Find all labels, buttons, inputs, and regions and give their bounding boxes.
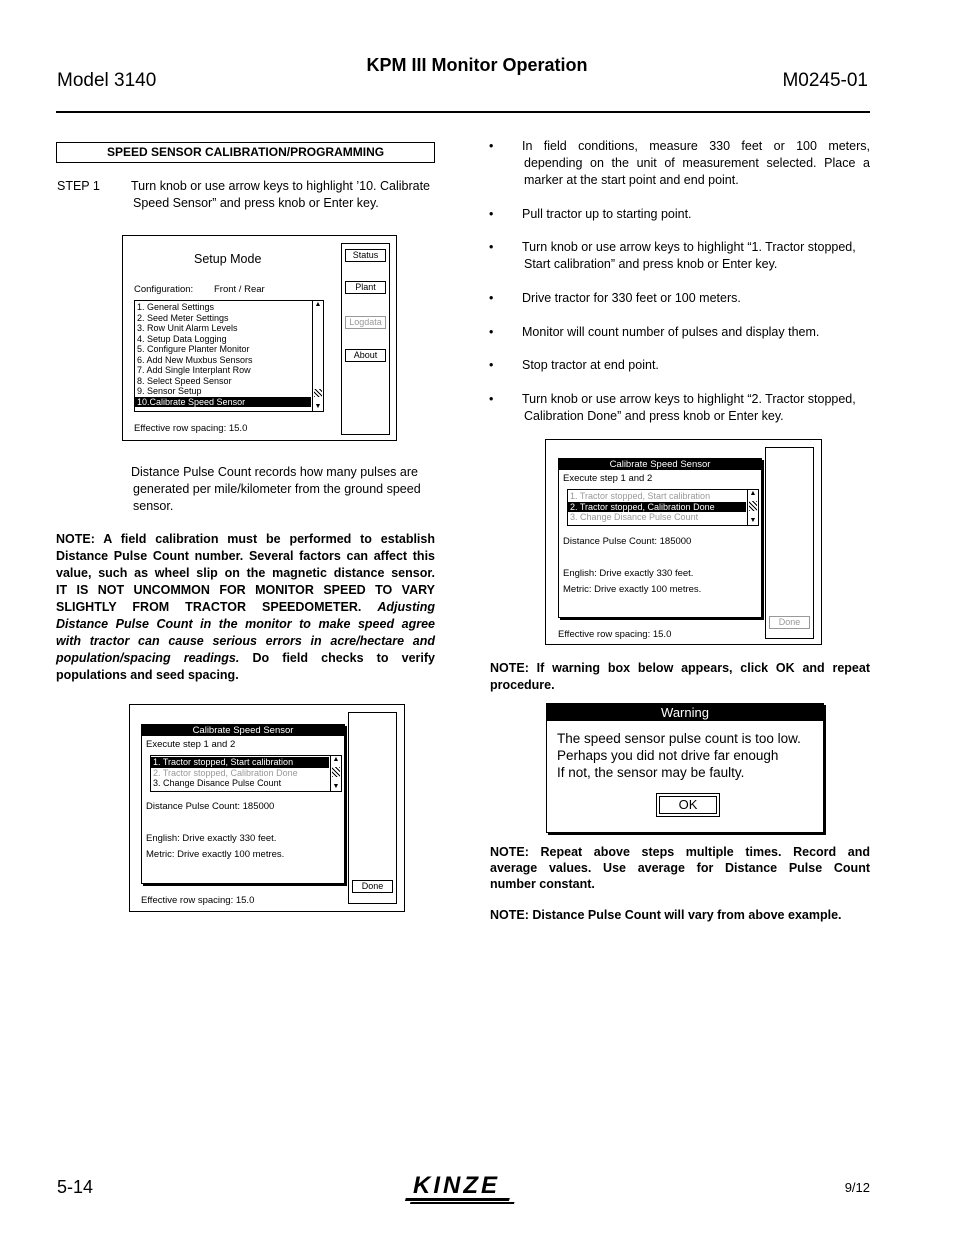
bullet-line: Turn knob or use arrow keys to highlight “1. Tractor stopped, xyxy=(522,240,856,254)
calibrate-dialog xyxy=(558,458,762,618)
bullet-dot: • xyxy=(489,240,494,254)
revision-date: 9/12 xyxy=(844,1180,870,1195)
setup-menu-item-selected[interactable]: 10.Calibrate Speed Sensor xyxy=(135,397,311,408)
row-spacing: Effective row spacing: 15.0 xyxy=(558,629,672,640)
step-text-line: Speed Sensor” and press knob or Enter key. xyxy=(133,196,379,210)
model-label: Model 3140 xyxy=(57,70,157,91)
calibrate-list xyxy=(150,755,342,792)
note-calibration xyxy=(56,531,435,684)
bullet-calibration-done xyxy=(522,391,870,425)
note-warning xyxy=(490,660,870,694)
doc-number: M0245-01 xyxy=(782,70,868,91)
note-line: NOTE: If warning box below appears, click OK and repeat xyxy=(490,661,870,675)
note-line-italic: Adjusting xyxy=(377,600,435,614)
dpc-paragraph xyxy=(131,464,436,515)
bullet-dot: • xyxy=(489,358,494,372)
calibrate-option[interactable]: 1. Tractor stopped, Start calibration xyxy=(570,491,711,501)
scroll-up-icon[interactable]: ▲ xyxy=(749,490,757,497)
dpc-line: sensor. xyxy=(133,499,174,513)
note-line: IT IS NOT UNCOMMON FOR MONITOR SPEED TO VARY xyxy=(56,583,435,597)
step-text xyxy=(131,178,436,212)
note-repeat xyxy=(490,844,870,892)
scroll-thumb[interactable] xyxy=(749,501,757,511)
side-button-panel xyxy=(341,243,390,435)
note-line: NOTE: Repeat above steps multiple times. Record and xyxy=(490,845,870,859)
calibrate-screen-1 xyxy=(129,704,405,912)
scroll-down-icon[interactable]: ▼ xyxy=(332,783,340,790)
setup-menu-item[interactable]: 1. General Settings xyxy=(137,302,215,312)
scroll-thumb[interactable] xyxy=(332,767,340,777)
calibrate-option-selected[interactable]: 2. Tractor stopped, Calibration Done xyxy=(568,502,746,513)
setup-menu-item[interactable]: 9. Sensor Setup xyxy=(137,386,202,396)
note-line: SLIGHTLY FROM TRACTOR SPEEDOMETER. xyxy=(56,600,362,614)
bullet-count: Monitor will count number of pulses and display them. xyxy=(522,325,820,339)
bullet-dot: • xyxy=(489,325,494,339)
scroll-down-icon[interactable]: ▼ xyxy=(314,403,322,410)
scroll-up-icon[interactable]: ▲ xyxy=(332,756,340,763)
header-rule xyxy=(56,111,870,113)
side-button-panel xyxy=(348,712,397,904)
bullet-measure xyxy=(522,138,870,189)
note-line: NOTE: A field calibration must be performed to establish xyxy=(56,532,435,546)
setup-menu-list xyxy=(134,300,324,412)
calibrate-option-selected[interactable]: 1. Tractor stopped, Start calibration xyxy=(151,757,329,768)
scrollbar[interactable] xyxy=(330,756,341,791)
warning-message xyxy=(557,730,801,781)
bullet-dot: • xyxy=(489,291,494,305)
setup-menu-item[interactable]: 8. Select Speed Sensor xyxy=(137,375,232,386)
bullet-dot: • xyxy=(489,207,494,221)
english-instruction: English: Drive exactly 330 feet. xyxy=(146,833,277,844)
note-line: average values. Use average for Distance Pulse Count xyxy=(490,861,870,875)
setup-menu-item[interactable]: 3. Row Unit Alarm Levels xyxy=(137,323,238,333)
english-instruction: English: Drive exactly 330 feet. xyxy=(563,568,694,579)
status-button[interactable]: Status xyxy=(345,249,386,262)
warning-line: The speed sensor pulse count is too low. xyxy=(557,731,801,746)
setup-menu-item[interactable]: 5. Configure Planter Monitor xyxy=(137,344,250,354)
dpc-line: Distance Pulse Count records how many pulses are xyxy=(131,465,418,479)
bullet-pull-tractor: Pull tractor up to starting point. xyxy=(522,207,692,221)
page-number: 5-14 xyxy=(57,1177,94,1197)
setup-menu-item[interactable]: 6. Add New Muxbus Sensors xyxy=(137,354,253,365)
scrollbar[interactable] xyxy=(312,301,323,411)
logo-text: KINZE xyxy=(413,1172,500,1199)
calibrate-screen-2 xyxy=(545,439,822,645)
kinze-logo xyxy=(405,1172,523,1213)
bullet-stop: Stop tractor at end point. xyxy=(522,358,659,372)
warning-line: Perhaps you did not drive far enough xyxy=(557,748,779,763)
config-value: Front / Rear xyxy=(214,284,265,295)
warning-dialog xyxy=(546,703,824,833)
note-line: value, such as wheel slip on the magnetic distance sensor. xyxy=(56,566,435,580)
note-line: Do field checks to verify xyxy=(252,651,435,665)
note-line: number constant. xyxy=(490,877,595,891)
dialog-title: Calibrate Speed Sensor xyxy=(559,459,761,470)
calibrate-list xyxy=(567,489,759,526)
bullet-line: In field conditions, measure 330 feet or 100 meters, xyxy=(522,139,870,153)
dpc-line: generated per mile/kilometer from the ground speed xyxy=(133,482,421,496)
step-label: STEP 1 xyxy=(57,179,100,193)
calibrate-option[interactable]: 3. Change Disance Pulse Count xyxy=(153,778,282,788)
warning-title: Warning xyxy=(547,704,823,721)
row-spacing: Effective row spacing: 15.0 xyxy=(141,895,255,906)
bullet-dot: • xyxy=(489,392,494,406)
setup-menu-item[interactable]: 4. Setup Data Logging xyxy=(137,333,227,344)
config-label: Configuration: xyxy=(134,284,194,295)
bullet-line: depending on the unit of measurement selected. Place a xyxy=(524,156,870,170)
scroll-up-icon[interactable]: ▲ xyxy=(314,301,322,308)
about-button[interactable]: About xyxy=(345,349,386,362)
scrollbar[interactable] xyxy=(747,490,758,525)
bullet-drive: Drive tractor for 330 feet or 100 meters. xyxy=(522,291,741,305)
ok-button-frame xyxy=(656,793,720,817)
calibrate-option[interactable]: 3. Change Disance Pulse Count xyxy=(570,512,699,522)
done-button[interactable]: Done xyxy=(352,880,393,893)
logdata-button[interactable]: Logdata xyxy=(345,316,386,329)
page-title: KPM III Monitor Operation xyxy=(366,55,588,75)
note-line: procedure. xyxy=(490,678,555,692)
note-line: populations and seed spacing. xyxy=(56,668,239,682)
setup-mode-screen xyxy=(122,235,397,441)
bullet-line: marker at the start point and end point. xyxy=(524,173,739,187)
dialog-title: Calibrate Speed Sensor xyxy=(142,725,344,736)
calibrate-option[interactable]: 2. Tractor stopped, Calibration Done xyxy=(153,767,298,778)
section-title: SPEED SENSOR CALIBRATION/PROGRAMMING xyxy=(56,142,435,163)
ok-button[interactable]: OK xyxy=(659,796,717,814)
side-button-panel xyxy=(765,447,814,639)
scroll-thumb[interactable] xyxy=(314,389,322,397)
calibrate-dialog xyxy=(141,724,345,884)
metric-instruction: Metric: Drive exactly 100 metres. xyxy=(563,584,702,595)
plant-button[interactable]: Plant xyxy=(345,281,386,294)
setup-menu-item[interactable]: 7. Add Single Interplant Row xyxy=(137,365,251,375)
note-line-italic: population/spacing readings. xyxy=(56,651,240,665)
bullet-line: Start calibration” and press knob or Enter key. xyxy=(524,257,778,271)
bullet-start-calibration xyxy=(522,239,870,273)
note-vary: NOTE: Distance Pulse Count will vary from above example. xyxy=(490,908,842,922)
execute-step: Execute step 1 and 2 xyxy=(146,739,236,750)
row-spacing: Effective row spacing: 15.0 xyxy=(134,423,248,434)
metric-instruction: Metric: Drive exactly 100 metres. xyxy=(146,849,285,860)
setup-title: Setup Mode xyxy=(194,252,262,266)
warning-line: If not, the sensor may be faulty. xyxy=(557,765,745,780)
done-button[interactable]: Done xyxy=(769,616,810,629)
note-line-italic: with tractor can cause serious errors in acre/hectare and xyxy=(56,634,435,648)
note-line: Distance Pulse Count number. Several factors can affect this xyxy=(56,549,435,563)
bullet-line: Turn knob or use arrow keys to highlight “2. Tractor stopped, xyxy=(522,392,856,406)
distance-pulse-count: Distance Pulse Count: 185000 xyxy=(146,801,275,812)
distance-pulse-count: Distance Pulse Count: 185000 xyxy=(563,536,692,547)
execute-step: Execute step 1 and 2 xyxy=(563,473,653,484)
bullet-line: Calibration Done” and press knob or Enter key. xyxy=(524,409,784,423)
note-line-italic: Distance Pulse Count in the monitor to make speed agree xyxy=(56,617,435,631)
setup-menu-item[interactable]: 2. Seed Meter Settings xyxy=(137,312,229,323)
bullet-dot: • xyxy=(489,139,494,153)
step-text-line: Turn knob or use arrow keys to highlight ’10. Calibrate xyxy=(131,179,430,193)
scroll-down-icon[interactable]: ▼ xyxy=(749,517,757,524)
